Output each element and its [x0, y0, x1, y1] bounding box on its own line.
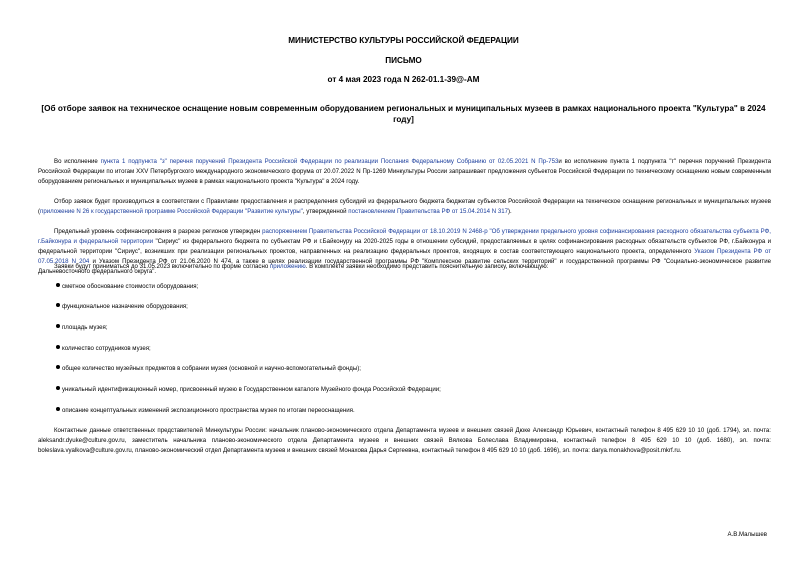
paragraph-3-text-a: Предельный уровень софинансирования в разрезе регионов утвержден — [54, 228, 263, 235]
bullet-icon — [56, 283, 60, 287]
document-subject: [Об отборе заявок на техническое оснащение новым современным оборудованием региональных и муниципальных музеев в рамках национального проекта "Культура" в 2024 году] — [41, 104, 766, 124]
paragraph-4-text-b: . В комплекте заявки необходимо представить пояснительную записку, включающую: — [305, 263, 549, 270]
list-item: площадь музея; — [56, 323, 771, 333]
document-date-number: от 4 мая 2023 года N 262-01.1-39@-АМ — [327, 75, 480, 84]
paragraph-1-text-a: Во исполнение — [54, 158, 101, 165]
paragraph-1 — [38, 157, 771, 187]
link-decree-204[interactable]: Указом Президента РФ от 07.05.2018 N 204 — [38, 248, 771, 265]
bullet-icon — [56, 386, 60, 390]
ministry-heading: МИНИСТЕРСТВО КУЛЬТУРЫ РОССИЙСКОЙ ФЕДЕРАЦИИ — [288, 36, 519, 45]
bullet-icon — [56, 303, 60, 307]
signature: А.В.Малышев — [727, 531, 767, 538]
paragraph-4 — [38, 262, 771, 272]
list-item: сметное обоснование стоимости оборудования; — [56, 282, 771, 292]
link-order-pr-753[interactable]: пункта 1 подпункта "з" перечня поручений Президента Российской Федерации по реализации Послания Федеральному Собранию от 02.05.2021 N Пр-753 — [100, 158, 559, 165]
paragraph-2-text-b: , утвержденной — [302, 208, 349, 215]
link-order-2468-r[interactable]: распоряжением Правительства Российской Федерации от 18.10.2019 N 2468-р "Об утверждении предельного уровня софинансирования расходного обязательства субъекта РФ, г.Байконура и федеральной территории — [38, 228, 771, 245]
paragraph-4-text-a: Заявки будут приниматься до 31.05.2023 включительно по форме согласно — [54, 263, 270, 270]
bullet-icon — [56, 365, 60, 369]
contacts-text: Контактные данные ответственных представителей Минкультуры России: начальник планово-экономического отдела Департамента музеев и внешних связей Дюке Александр Юрьевич, контактный телефон 8 495 629 10 10 (доб. 1794), эл. почта: aleksandr.dyuke@culture.gov.ru, заместитель начальника планово-экономического отдела Департамента музеев и внешних связей Вялкова Болеслава Владимировна, контактный телефон 8 495 629 10 10 (доб. 1680), эл. почта: boleslava.vyalkova@culture.gov.ru, планово-экономический отдел Департамента музеев и внешних связей Монахова Дарья Сергеевна, контактный телефон 8 495 629 10 10 (доб. 1696), эл. почта: darya.monakhova@posit.mkrf.ru. — [38, 427, 771, 454]
document-type: ПИСЬМО — [385, 56, 422, 65]
link-resolution-317[interactable]: постановлением Правительства РФ от 15.04.2014 N 317 — [348, 208, 509, 215]
paragraph-3-text-c: и Указом Президента РФ от 21.06.2020 N 474, а также в целях реализации государственной программы РФ "Комплексное развитие сельских территорий" и государственной программы РФ "Социально-экономическое развитие Дальневосточного федерального округа". — [38, 258, 772, 275]
list-item: описание концептуальных изменений экспозиционного пространства музея по итогам переоснащения. — [56, 406, 771, 416]
paragraph-3-text-b: "Сириус" из федерального бюджета по субъектам РФ и г.Байконуру на 2020-2025 годы в отношении субсидий, предоставляемых в целях софинансирования расходных обязательств субъектов РФ, г.Байконура и федеральной территории "Сириус", возникших при реализации региональных проектов, направленных на реализацию федеральных проектов, входящих в состав соответствующего национального проекта, определенного — [38, 238, 771, 255]
paragraph-1-text-b: и во исполнение пункта 1 подпункта "г" перечня поручений Президента Российской Федерации по итогам XXV Петербургского международного экономического форума от 20.07.2022 N Пр-1269 Минкультуры России запрашивает предложения субъектов Российской Федерации по техническому оснащению новым современным оборудованием региональных и муниципальных музеев в рамках национального проекта "Культура" в 2024 году. — [38, 158, 771, 185]
list-item: уникальный идентификационный номер, присвоенный музею в Государственном каталоге Музейного фонда Российской Федерации; — [56, 385, 771, 395]
paragraph-2 — [38, 197, 771, 217]
paragraph-contacts — [38, 426, 771, 456]
list-item: функциональное назначение оборудования; — [56, 302, 771, 312]
list-item: общее количество музейных предметов в собрании музея (основной и научно-вспомогательный фонды); — [56, 364, 771, 374]
paragraph-2-text-c: ). — [508, 208, 512, 215]
bullet-icon — [56, 407, 60, 411]
paragraph-2-text-a: Отбор заявок будет производиться в соответствии с Правилами предоставления и распределения субсидий из федерального бюджета бюджетам субъектов Российской Федерации на техническое оснащение региональных и муниципальных музеев ( — [38, 198, 771, 215]
link-appendix-form[interactable]: приложению — [269, 263, 306, 270]
bullet-icon — [56, 345, 60, 349]
list-item: количество сотрудников музея; — [56, 344, 771, 354]
bullet-icon — [56, 324, 60, 328]
link-appendix-26[interactable]: приложение N 26 к государственной программе Российской Федерации "Развитие культуры" — [40, 208, 303, 215]
